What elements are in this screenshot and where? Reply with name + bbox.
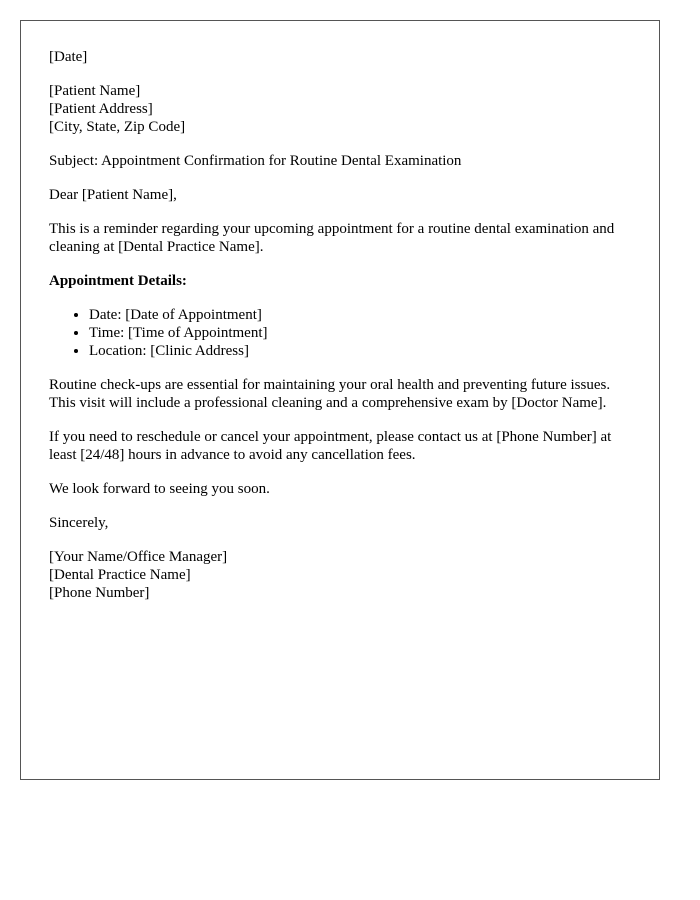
recipient-name: [Patient Name] [49, 83, 141, 99]
letter-closing: Sincerely, [49, 515, 109, 531]
letter-subject: Subject: Appointment Confirmation for Routine Dental Examination [49, 153, 462, 169]
detail-time: • Time: [Time of Appointment] [89, 324, 631, 342]
signature-block [49, 548, 631, 602]
signature-name: [Your Name/Office Manager] [49, 549, 228, 565]
detail-location: • Location: [Clinic Address] [89, 342, 631, 360]
recipient-address: [Patient Address] [49, 101, 153, 117]
appointment-details-list [49, 306, 631, 360]
detail-date: • Date: [Date of Appointment] [89, 306, 631, 324]
signature-phone: [Phone Number] [49, 585, 150, 601]
signature-practice: [Dental Practice Name] [49, 567, 191, 583]
letter-date: [Date] [49, 49, 88, 65]
recipient-block [49, 82, 631, 136]
recipient-city-state-zip: [City, State, Zip Code] [49, 119, 186, 135]
letter-intro: This is a reminder regarding your upcoming appointment for a routine dental examination and cleaning at [Dental Practice Name]. [49, 221, 615, 255]
appointment-details-heading: Appointment Details: [49, 273, 187, 289]
body-reschedule-paragraph: If you need to reschedule or cancel your appointment, please contact us at [Phone Number] at least [24/48] hours in advance to avoid any cancellation fees. [49, 429, 612, 463]
letter-page [20, 20, 660, 780]
letter-salutation: Dear [Patient Name], [49, 187, 177, 203]
body-checkups-paragraph: Routine check-ups are essential for maintaining your oral health and preventing future issues. This visit will include a professional cleaning and a comprehensive exam by [Doctor Name]. [49, 377, 611, 411]
body-closing-line: We look forward to seeing you soon. [49, 481, 270, 497]
